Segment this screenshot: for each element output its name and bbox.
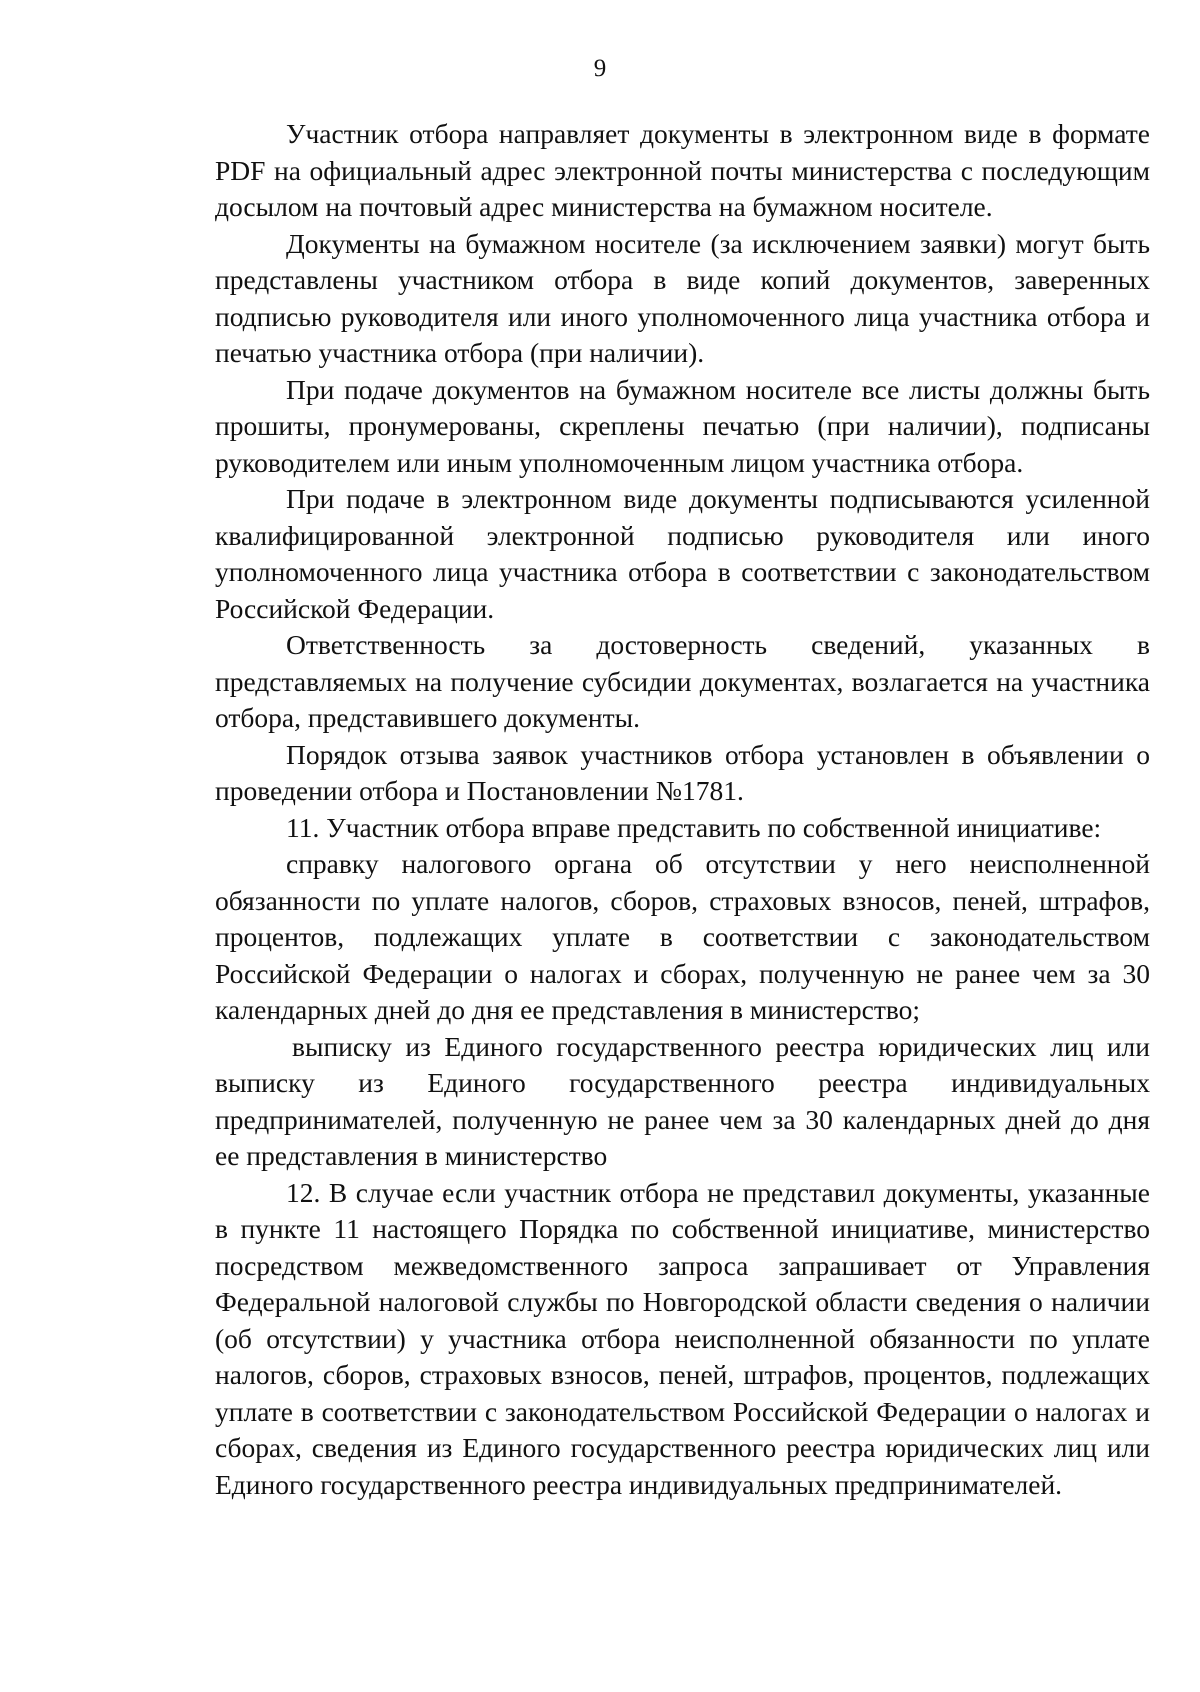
paragraph-responsibility: Ответственность за достоверность сведений, указанных в представляемых на получение субсидии документах, возлагается на участника отбора, представившего документы. [215, 629, 1150, 733]
paragraph-item-11: 11. Участник отбора вправе представить по собственной инициативе: [286, 811, 1102, 843]
paragraph-electronic-signature: При подаче в электронном виде документы подписываются усиленной квалифицированной электронной подписью руководителя или иного уполномоченного лица участника отбора в соответствии с законодательством Российской Федерации. [215, 483, 1150, 624]
paragraph-paper-copies: Документы на бумажном носителе (за исключением заявки) могут быть представлены участником отбора в виде копий документов, заверенных подписью руководителя или иного уполномоченного лица участника отбора и печатью участника отбора (при наличии). [215, 227, 1150, 368]
paragraph-registry-extract: выписку из Единого государственного реестра юридических лиц или выписку из Единого государственного реестра индивидуальных предпринимателей, полученную не ранее чем за 30 календарных дней до дня ее представления в министерство [215, 1030, 1150, 1171]
page-number: 9 [593, 55, 607, 82]
document-body [215, 116, 1150, 1503]
paragraph-withdrawal-order: Порядок отзыва заявок участников отбора установлен в объявлении о проведении отбора и Постановлении №1781. [215, 738, 1150, 806]
paragraph-paper-binding: При подаче документов на бумажном носителе все листы должны быть прошиты, пронумерованы, скреплены печатью (при наличии), подписаны руководителем или иным уполномоченным лицом участника отбора. [215, 373, 1150, 478]
paragraph-tax-certificate: справку налогового органа об отсутствии у него неисполненной обязанности по уплате налогов, сборов, страховых взносов, пеней, штрафов, процентов, подлежащих уплате в соответствии с законодательством Российской Федерации о налогах и сборах, полученную не ранее чем за 30 календарных дней до дня ее представления в министерство; [215, 848, 1150, 1025]
paragraph-item-12: 12. В случае если участник отбора не представил документы, указанные в пункте 11 настоящего Порядка по собственной инициативе, министерство посредством межведомственного запроса запрашивает от Управления Федеральной налоговой службы по Новгородской области сведения о наличии (об отсутствии) у участника отбора неисполненной обязанности по уплате налогов, сборов, страховых взносов, пеней, штрафов, процентов, подлежащих уплате в соответствии с законодательством Российской Федерации о налогах и сборах, сведения из Единого государственного реестра юридических лиц или Единого государственного реестра индивидуальных предпринимателей. [215, 1176, 1150, 1500]
paragraph-submission-format: Участник отбора направляет документы в электронном виде в формате PDF на официальный адрес электронной почты министерства с последующим досылом на почтовый адрес министерства на бумажном носителе. [215, 118, 1150, 222]
